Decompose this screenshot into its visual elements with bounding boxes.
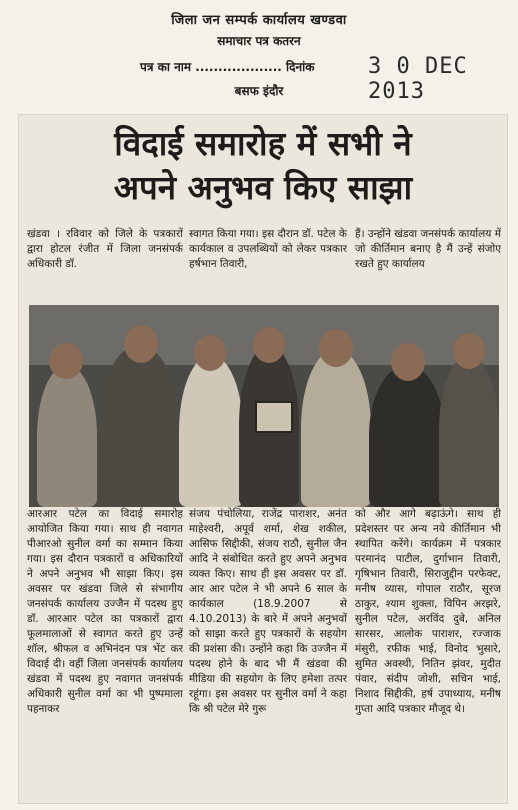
- person-figure: [301, 349, 371, 507]
- headline-line-1: विदाई समारोह में सभी ने: [114, 124, 412, 163]
- bottom-column-2: संजय पंचोलिया, राजेंद्र पाराशर, अनंत माहेश्वरी, अपूर्व शर्मा, शेख शकील, आसिफ सिद्दीकी, संजय राठौ, सुनील जैन आदि ने संबोधित करते हुए अपने अनुभव व्यक्त किए। साथ ही इस अवसर पर डॉ. आर आर पटेल ने भी अपने 6 साल के कार्यकाल (18.9.2007 से 4.10.2013) के बारे में अपने अनुभवों को साझा करते हुए पत्रकारों के सहयोग की प्रशंसा की। उन्होंने कहा कि उज्जैन में पदस्थ होने के बाद भी मैं खंडवा की मीडिया की सहयोग के लिए हमेशा तत्पर रहूंगा। इस अवसर पर सुनील वर्मा ने कहा कि श्री पटेल मेरे गुरू: [189, 508, 347, 715]
- news-clipping: [18, 114, 508, 804]
- bottom-column-3: को और आगे बढ़ाऊंगे। साथ ही प्रदेशस्तर पर अन्य नये कीर्तिमान भी स्थापित करेंगे। कार्यक्रम में पत्रकार परमानंद पाटील, दुर्गाभान तिवारी, गृषिभान तिवारी, सिराजुद्दीन परफेक्ट, मनीष व्यास, गोपाल राठौर, सूरज ठाकुर, श्याम शुक्ला, विपिन अरझरे, सुनील पटेल, अरविंद दुबे, अनिल सारसर, आलोक पाराशर, रज्जाक मंसुरी, रफीक भाई, विनोद भुसारे, सुमित अवस्थी, नितिन झंवर, मुदीत पंवार, संदीप जोशी, सचिन भाई, निशाद सिद्दीकी, हर्ष उपाध्याय, मनीष गुप्ता आदि पत्रकार मौजूद थे।: [355, 508, 501, 715]
- person-figure: [369, 365, 445, 507]
- bottom-column-1: आरआर पटेल का विदाई समारोह आयोजित किया गया। साथ ही नवागत पीआरओ सुनील वर्मा का सम्मान किया गया। इस दौरान पत्रकारों व अधिकारियों ने अपने अनुभव भी साझा किए। इस अवसर पर खंडवा जिले से संभागीय जनसंपर्क कार्यालय उज्जैन में पदस्थ हुए डॉ. आरआर पटेल का पत्रकारों द्वारा फूलमालाओं से स्वागत करते हुए उन्हें शॉल, श्रीफल व अभिनंदन पत्र भेंट कर विदाई दी। वहीं जिला जनसंपर्क कार्यालय खंडवा में पदस्थ हुए नवागत जनसंपर्क अधिकारी सुनील वर्मा का भी पुष्पमाला पहनाकर: [27, 508, 183, 715]
- headline-line-2: अपने अनुभव किए साझा: [113, 168, 413, 207]
- person-figure: [99, 345, 179, 507]
- paper-name-line: पत्र का नाम ................... दिनांक: [140, 60, 315, 74]
- person-head: [49, 343, 83, 379]
- newspaper-source: बसफ इंदौर: [234, 84, 284, 98]
- top-column-1: खंडवा । रविवार को जिले के पत्रकारों द्वारा होटल रंजीत में जिला जनसंपर्क अधिकारी डॉ.: [27, 228, 183, 270]
- person-head: [391, 343, 425, 381]
- person-head: [194, 335, 226, 371]
- person-head: [453, 333, 485, 369]
- person-head: [319, 329, 353, 367]
- clipping-subtitle: समाचार पत्र कतरन: [217, 34, 301, 48]
- person-head: [124, 325, 158, 363]
- top-column-3: हैं। उन्होंने खंडवा जनसंपर्क कार्यालय में जो कीर्तिमान बनाए है मैं उन्हें संजोए रखते हुए कार्यालय: [355, 228, 501, 270]
- person-figure: [179, 355, 243, 507]
- date-stamp: 3 0 DEC 2013: [368, 54, 468, 104]
- clipping-header: [0, 0, 518, 110]
- person-head: [253, 327, 285, 363]
- event-photo: [29, 305, 499, 507]
- person-figure: [37, 365, 97, 507]
- office-name: जिला जन सम्पर्क कार्यालय खण्डवा: [171, 13, 347, 28]
- person-figure: [439, 355, 499, 507]
- memento-plaque: [255, 401, 293, 433]
- top-column-2: स्वागत किया गया। इस दौरान डॉ. पटेल के कार्यकाल व उपलब्धियों को लेकर पत्रकार हर्षभान तिवारी,: [189, 228, 347, 270]
